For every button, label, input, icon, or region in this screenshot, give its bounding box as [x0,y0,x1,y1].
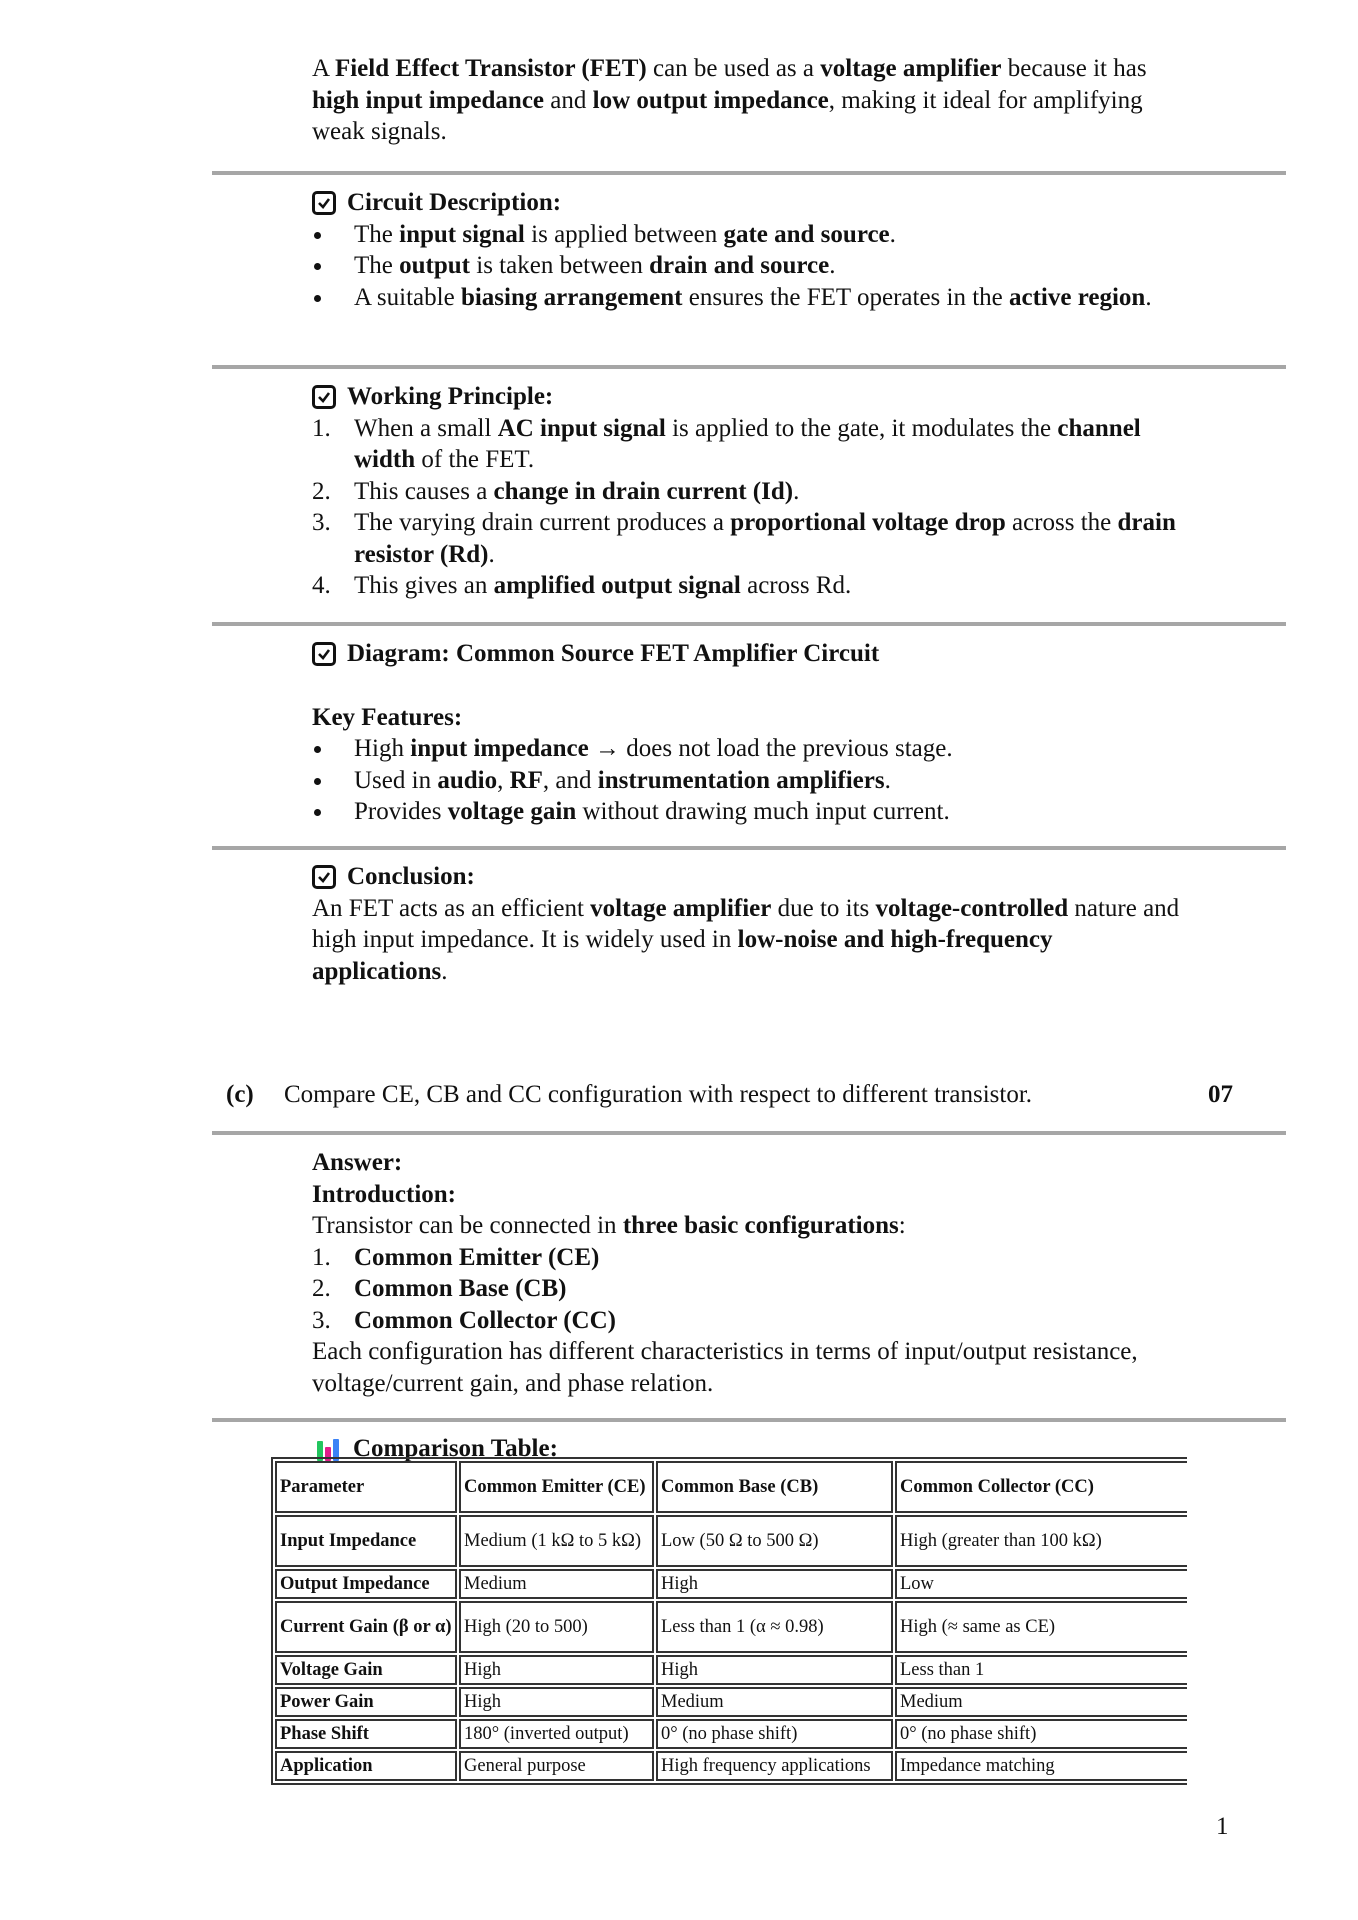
text-run: across the [1005,509,1118,536]
text-run: of the FET. [415,446,535,473]
section-divider [212,846,1286,850]
config-name: Common Collector (CC) [354,1306,616,1334]
heading-text: Comparison Table: [353,1435,558,1462]
diagram-section [312,638,1192,828]
config-name: Common Emitter (CE) [354,1243,600,1271]
table-cell: Medium (1 kΩ to 5 kΩ) [459,1515,654,1567]
bold-text: proportional voltage drop [730,509,1006,536]
table-cell: High (20 to 500) [459,1601,654,1653]
key-features-heading: Key Features: [312,703,463,731]
list-number: 2. [312,477,331,505]
heading-text: Conclusion: [347,863,475,890]
bold-text: AC input signal [497,414,666,442]
bold-text: input signal [399,220,525,248]
bold-text: drain and source [649,252,830,279]
table-cell: Phase Shift [275,1719,457,1749]
table-cell: High frequency applications [656,1751,893,1781]
text-run: nature and high input impedance. It is widely used in [312,894,1180,953]
table-row [275,1655,1187,1685]
table-cell: Output Impedance [275,1569,457,1599]
text-run: This causes a [354,477,494,505]
working-principle-section [312,381,1192,602]
table-cell: High [459,1655,654,1685]
text-run: . [793,477,800,505]
list-item [312,765,1192,797]
table-cell: Medium [895,1687,1187,1717]
list-number: 1. [312,414,331,442]
bold-text: drain resistor (Rd) [354,509,1176,568]
header-cell: Common Base (CB) [656,1461,893,1513]
list-number: 4. [312,572,331,599]
table-cell: High [656,1655,893,1685]
table-cell: High (≈ same as CE) [895,1601,1187,1653]
text-run: and [544,86,593,114]
table-row [275,1751,1187,1781]
section-heading [312,187,1192,219]
table-cell: 0° (no phase shift) [895,1719,1187,1749]
bold-text: high input impedance [312,86,545,114]
text-run: is taken between [470,252,650,279]
table-row [275,1601,1187,1653]
table-row [275,1719,1187,1749]
answer-section [312,1147,1192,1399]
table-cell: Current Gain (β or α) [275,1601,457,1653]
introduction-text [312,1210,1192,1242]
list-item [312,282,1192,314]
table-cell: Medium [656,1687,893,1717]
text-run: . [884,766,891,794]
text-run: , [497,766,510,794]
section-divider [212,1418,1286,1422]
circuit-description-list [312,219,1192,314]
text-run: is applied between [524,220,724,248]
key-features-list [312,733,1192,828]
text-run: because it has [1001,55,1147,82]
section-divider [212,365,1286,369]
header-cell: Common Emitter (CE) [459,1461,654,1513]
text-run: High [354,735,411,762]
introduction-heading: Introduction: [312,1180,457,1208]
list-item [312,507,1192,570]
check-box-icon [312,385,336,409]
text-run: When a small [354,414,498,442]
bold-text: voltage-controlled [875,894,1069,922]
heading-text: Circuit Description: [347,189,562,216]
section-divider [212,171,1286,175]
table-cell: General purpose [459,1751,654,1781]
configuration-list [312,1242,1192,1337]
text-run: Used in [354,766,438,794]
section-heading [312,861,1192,893]
bold-text: change in drain current (Id) [493,477,794,505]
text-run: A suitable [354,283,461,311]
text-run: is applied to the gate, it modulates the [665,414,1058,442]
bold-text: RF [509,766,543,794]
list-item [312,733,1192,765]
list-item: 1. Common Emitter (CE) [312,1243,600,1271]
table-cell: Less than 1 (α ≈ 0.98) [656,1601,893,1653]
circuit-description-section [312,187,1192,313]
section-heading [312,638,1192,670]
bold-text: voltage amplifier [590,894,772,922]
table-cell: Voltage Gain [275,1655,457,1685]
text-run: The varying drain current produces a [354,509,731,536]
table-cell: High [656,1569,893,1599]
heading-text: Working Principle: [347,383,554,410]
table-cell: Power Gain [275,1687,457,1717]
text-run: without drawing much input current. [576,798,950,825]
bold-text: output [399,252,470,279]
text-run: , making it ideal for amplifying weak signals. [312,86,1143,145]
question-text: Compare CE, CB and CC configuration with respect to different transistor. [284,1081,1033,1108]
table-cell: High [459,1687,654,1717]
text-run: Transistor can be connected in [312,1212,623,1239]
list-number: 3. [312,509,331,536]
table-cell: Medium [459,1569,654,1599]
bold-text: gate and source [723,220,890,248]
question-label: (c) [226,1081,254,1108]
bold-text: low output impedance [592,86,829,114]
text-run: The [354,252,400,279]
header-cell: Common Collector (CC) [895,1461,1187,1513]
heading-text: Diagram: Common Source FET Amplifier Circuit [347,640,880,667]
list-item [312,476,1192,508]
table-cell: High (greater than 100 kΩ) [895,1515,1187,1567]
list-item [312,219,1192,251]
page-number: 1 [1216,1813,1229,1840]
bold-text: biasing arrangement [460,283,683,311]
text-run: across Rd. [740,572,852,599]
text-run: . [889,220,896,248]
bold-text: input impedance [410,735,589,762]
text-run: due to its [771,894,876,922]
bold-text: active region [1009,283,1146,311]
bold-text: audio [437,766,498,794]
table-header-row [275,1461,1187,1513]
table-cell: 180° (inverted output) [459,1719,654,1749]
closing-text: Each configuration has different characteristics in terms of input/output resistance, voltage/current gain, and phase relation. [312,1338,1138,1397]
table-cell: 0° (no phase shift) [656,1719,893,1749]
check-box-icon [312,865,336,889]
bold-text: low-noise and high-frequency applications [312,926,1053,985]
bold-text: amplified output signal [493,572,741,599]
question-marks: 07 [1208,1081,1233,1108]
table-cell: Low (50 Ω to 500 Ω) [656,1515,893,1567]
table-cell: Input Impedance [275,1515,457,1567]
list-item: 3. Common Collector (CC) [312,1306,616,1334]
bold-text: voltage amplifier [820,55,1002,82]
text-run: A [312,55,335,82]
text-run: . [1145,283,1152,311]
list-item [312,796,1192,828]
table-cell: Less than 1 [895,1655,1187,1685]
answer-label: Answer: [312,1149,403,1176]
comparison-table [271,1457,1187,1785]
text-run: , and [542,766,598,794]
conclusion-paragraph [312,893,1192,988]
section-divider [212,622,1286,626]
bold-text: voltage gain [447,798,577,825]
table-cell: Low [895,1569,1187,1599]
text-run: . [488,540,495,568]
list-item: 2. Common Base (CB) [312,1275,567,1302]
intro-paragraph [312,53,1192,148]
comparison-table-container [271,1457,1187,1792]
text-run: Provides [354,798,448,825]
list-item [312,570,1192,602]
section-heading [312,381,1192,413]
table-cell: Application [275,1751,457,1781]
text-run: An FET acts as an efficient [312,894,591,922]
check-box-icon [312,191,336,215]
text-run: This gives an [354,572,494,599]
table-row [275,1515,1187,1567]
table-row [275,1569,1187,1599]
text-run: ensures the FET operates in the [682,283,1010,311]
working-principle-list [312,413,1192,602]
table-cell: Impedance matching [895,1751,1187,1781]
text-run: : [898,1212,906,1239]
text-run: . [441,957,448,985]
header-cell: Parameter [275,1461,457,1513]
list-item [312,413,1192,476]
table-row [275,1687,1187,1717]
bold-text: three basic configurations [622,1212,899,1239]
conclusion-section [312,861,1192,987]
config-name: Common Base (CB) [354,1275,567,1302]
text-run: The [354,220,400,248]
text-run: → does not load the previous stage. [588,735,953,762]
bold-text: instrumentation amplifiers [597,766,885,794]
section-divider [212,1131,1286,1135]
bold-text: Field Effect Transistor (FET) [334,55,647,82]
list-item [312,250,1192,282]
text-run: . [829,252,836,279]
text-run: can be used as a [646,55,821,82]
bold-text: channel width [354,414,1141,473]
check-box-icon [312,642,336,666]
